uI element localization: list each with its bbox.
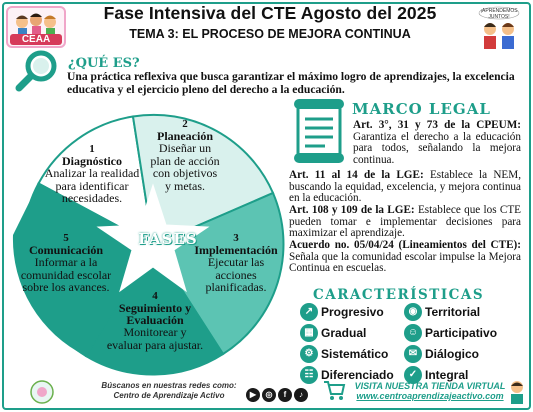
mascot-illustration bbox=[470, 5, 528, 51]
phase-4-title: Seguimiento y Evaluación bbox=[118, 301, 192, 327]
phase-3-desc: Ejecutar las acciones planificadas. bbox=[205, 255, 267, 294]
phase-1-number: 1 bbox=[89, 143, 95, 155]
chart-icon: ▦ bbox=[300, 324, 318, 342]
phase-1-desc: Analizar la realidad para identificar necesidades. bbox=[44, 166, 140, 205]
law-3-text: Establece que los CTE pueden tomar e implementar decisiones para maximizar el aprendizaje. bbox=[289, 204, 522, 239]
phase-2-title: Planeación bbox=[157, 129, 213, 143]
phase-2-desc: Diseñar un plan de acción con objetivos y metas. bbox=[150, 141, 220, 193]
phase-4 bbox=[105, 290, 205, 351]
store-line-1: VISITA NUESTRA TIENDA VIRTUAL bbox=[354, 381, 506, 391]
facebook-icon[interactable]: f bbox=[278, 388, 292, 402]
caracteristicas-heading: CARACTERÍSTICAS bbox=[313, 287, 485, 303]
group-icon: ☷ bbox=[300, 366, 318, 384]
youtube-icon[interactable]: ▶ bbox=[246, 388, 260, 402]
phase-2 bbox=[150, 118, 220, 192]
law-4-text: Señala que la comunidad escolar impulse la Mejora Continua en escuelas. bbox=[289, 250, 521, 274]
footer-store bbox=[350, 381, 510, 401]
law-4-ref: Acuerdo no. 05/04/24 (Lineamientos del CTE): bbox=[289, 239, 521, 251]
phase-5 bbox=[16, 232, 116, 294]
store-url-link[interactable]: www.centroaprendizajeactivo.com bbox=[356, 391, 504, 401]
social-line-1: Búscanos en nuestras redes como: bbox=[101, 381, 237, 390]
phase-5-desc: Informar a la comunidad escolar sobre los avances. bbox=[20, 255, 112, 294]
check-icon: ✓ bbox=[404, 366, 422, 384]
law-item-1 bbox=[353, 120, 521, 166]
magnifier-icon bbox=[14, 48, 64, 94]
footer-logo-icon bbox=[30, 378, 54, 406]
law-item-2 bbox=[289, 170, 521, 205]
phase-1-title: Diagnóstico bbox=[62, 154, 122, 168]
social-line-2: Centro de Aprendizaje Activo bbox=[113, 391, 225, 400]
phase-5-title: Comunicación bbox=[28, 243, 103, 257]
phase-1 bbox=[44, 143, 140, 205]
marco-legal-heading: MARCO LEGAL bbox=[352, 100, 491, 118]
que-es-heading: ¿QUÉ ES? bbox=[68, 56, 140, 71]
law-item-3 bbox=[289, 205, 521, 240]
globe-icon: ◉ bbox=[404, 303, 422, 321]
people-icon: ☺ bbox=[404, 324, 422, 342]
badge-text: ¡APRENDEMOS JUNTOS! bbox=[480, 8, 518, 20]
scroll-document-icon bbox=[290, 97, 350, 167]
logo-text: CEAA bbox=[10, 34, 62, 45]
law-3-ref: Art. 108 y 109 de la LGE: bbox=[289, 204, 415, 216]
phase-4-desc: Monitorear y evaluar para ajustar. bbox=[106, 325, 204, 352]
shopping-cart-icon bbox=[322, 379, 346, 401]
page-subtitle: TEMA 3: EL PROCESO DE MEJORA CONTINUA bbox=[129, 27, 411, 41]
phase-3-number: 3 bbox=[233, 232, 239, 244]
phase-2-number: 2 bbox=[182, 118, 188, 130]
law-item-4 bbox=[289, 240, 521, 275]
phase-4-number: 4 bbox=[152, 290, 158, 302]
law-2-text: Establece la NEM, buscando la equidad, excelencia, y mejora continua en la educación. bbox=[289, 169, 522, 204]
footer-social-text bbox=[84, 381, 254, 401]
law-1-text: Garantiza el derecho a la educación para todos, señalando la mejora continua. bbox=[353, 130, 521, 166]
progress-icon: ↗ bbox=[300, 303, 318, 321]
instagram-icon[interactable]: ◎ bbox=[262, 388, 276, 402]
que-es-text: Una práctica reflexiva que busca garantizar el máximo logro de aprendizajes, la excelencia educativa y el ejercicio pleno del derecho a la educación. bbox=[67, 70, 515, 96]
mascot-footer-icon bbox=[506, 379, 528, 405]
page-title: Fase Intensiva del CTE Agosto del 2025 bbox=[103, 3, 437, 23]
law-2-ref: Art. 11 al 14 de la LGE: bbox=[289, 169, 424, 181]
tiktok-icon[interactable]: ♪ bbox=[294, 388, 308, 402]
phase-3 bbox=[186, 232, 286, 294]
phase-3-title: Implementación bbox=[194, 243, 278, 257]
fases-label: FASES bbox=[138, 230, 198, 248]
law-1-ref: Art. 3°, 31 y 73 de la CPEUM: bbox=[353, 119, 521, 131]
gears-icon: ⚙ bbox=[300, 345, 318, 363]
phase-5-number: 5 bbox=[63, 232, 69, 244]
chat-icon: ✉ bbox=[404, 345, 422, 363]
